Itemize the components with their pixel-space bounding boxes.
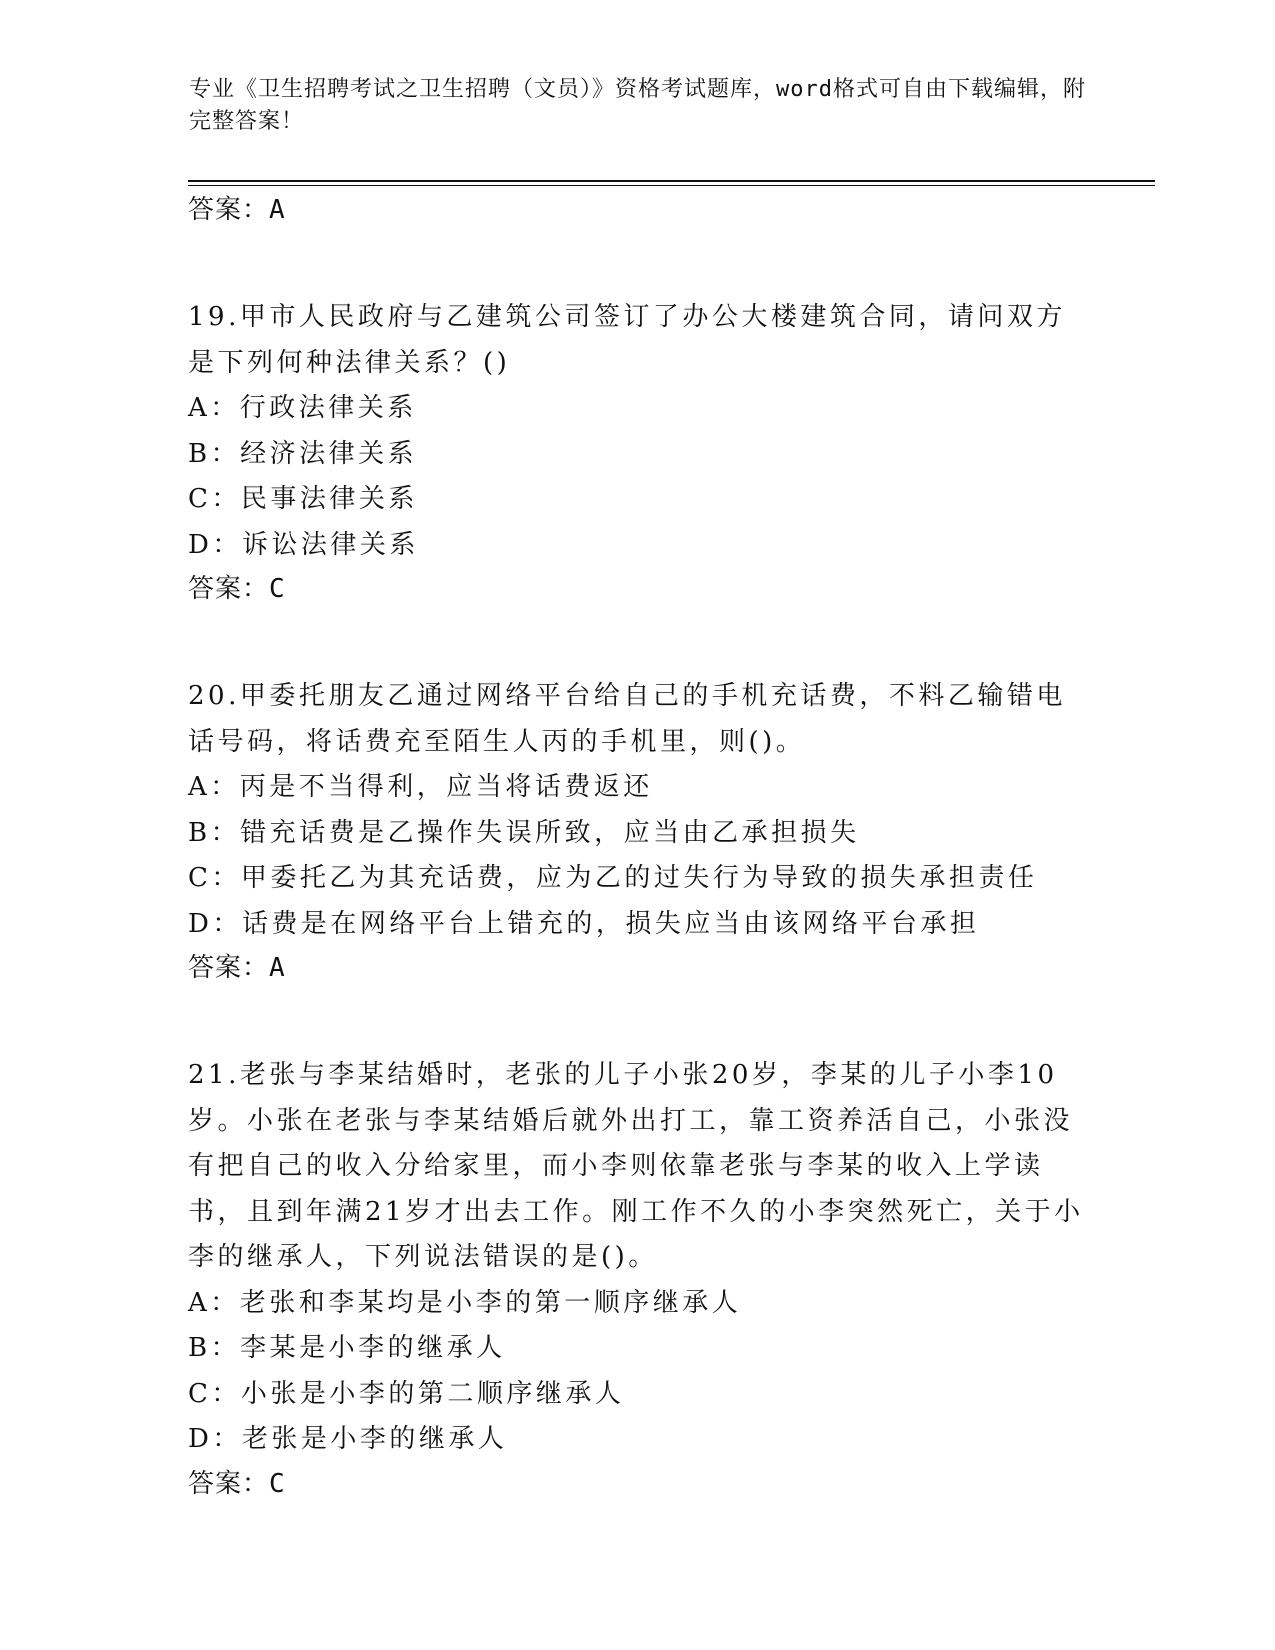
question-stem: 19.甲市人民政府与乙建筑公司签订了办公大楼建筑合同，请问双方是下列何种法律关系？() [188, 302, 1066, 378]
header-divider-thin [188, 185, 1155, 186]
option-b: B：错充话费是乙操作失误所致，应当由乙承担损失 [188, 817, 860, 848]
question-list [188, 191, 1088, 1503]
question-19 [188, 295, 1088, 608]
question-20 [188, 674, 1088, 987]
option-c: C：民事法律关系 [188, 484, 418, 514]
option-c: C：甲委托乙为其充话费，应为乙的过失行为导致的损失承担责任 [188, 863, 1038, 893]
option-a: A：丙是不当得利，应当将话费返还 [188, 772, 653, 802]
option-b: B：李某是小李的继承人 [188, 1333, 506, 1363]
answer-line: 答案：A [188, 953, 286, 983]
document-header [189, 74, 1089, 138]
answer-line: 答案：C [188, 574, 286, 604]
option-d: D：话费是在网络平台上错充的，损失应当由该网络平台承担 [188, 908, 980, 939]
header-text: 专业《卫生招聘考试之卫生招聘（文员）》资格考试题库，word格式可自由下载编辑，附完整答案！ [189, 77, 1086, 134]
question-stem: 21.老张与李某结婚时，老张的儿子小张20岁，李某的儿子小李10岁。小张在老张与李某结婚后就外出打工，靠工资养活自己，小张没有把自己的收入分给家里，而小李则依靠老张与李某的收入上学读书，且到年满21岁才出去工作。刚工作不久的小李突然死亡，关于小李的继承人，下列说法错误的是()。 [188, 1060, 1084, 1272]
previous-question-answer: 答案：A [188, 195, 286, 225]
option-a: A：行政法律关系 [188, 393, 417, 423]
question-21 [188, 1053, 1088, 1503]
header-divider-thick [188, 180, 1155, 182]
question-stem: 20.甲委托朋友乙通过网络平台给自己的手机充话费，不料乙输错电话号码，将话费充至陌生人丙的手机里，则()。 [188, 681, 1066, 757]
option-a: A：老张和李某均是小李的第一顺序继承人 [188, 1287, 742, 1318]
option-c: C：小张是小李的第二顺序继承人 [188, 1378, 625, 1409]
answer-line: 答案：C [188, 1468, 286, 1499]
option-d: D：诉讼法律关系 [188, 529, 419, 560]
option-b: B：经济法律关系 [188, 438, 418, 469]
option-d: D：老张是小李的继承人 [188, 1424, 508, 1454]
